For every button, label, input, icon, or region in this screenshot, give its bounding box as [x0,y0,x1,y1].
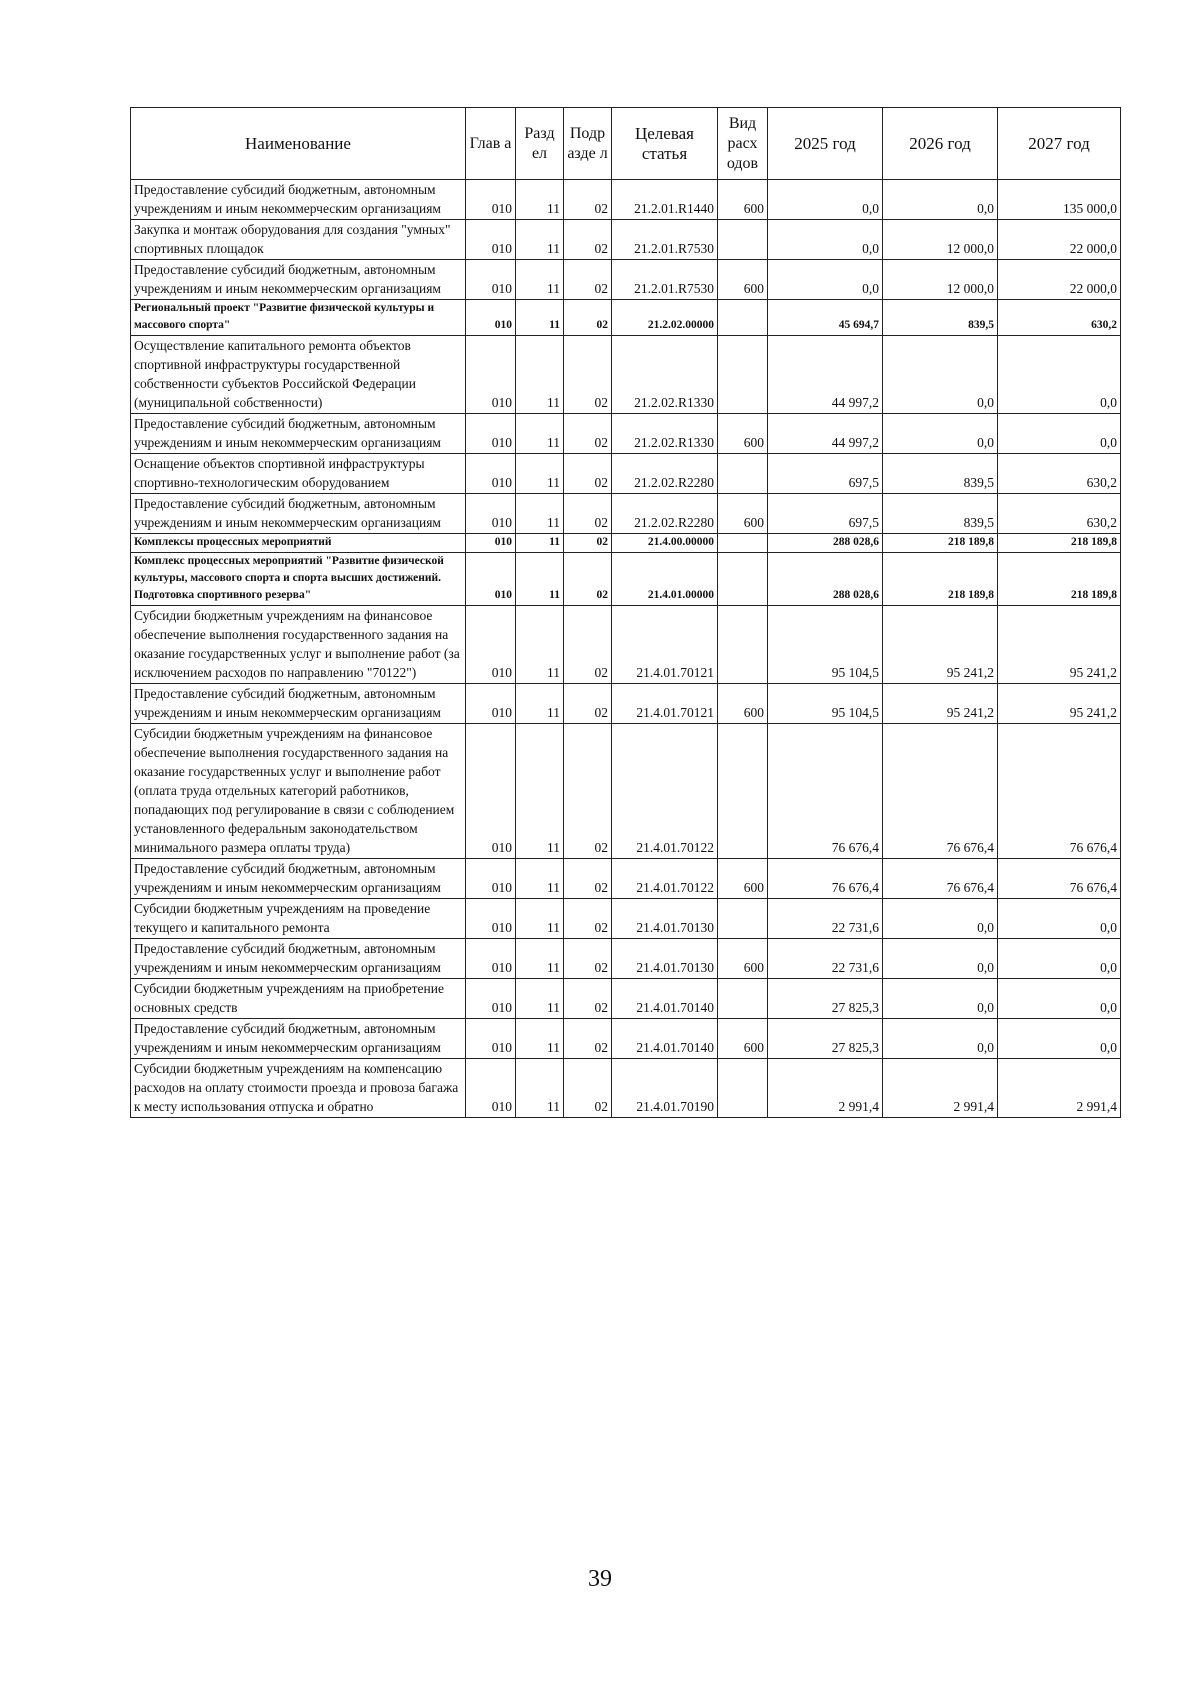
cell-vid [718,979,768,1019]
cell-name: Предоставление субсидий бюджетным, автономным учреждениям и иным некоммерческим организациям [131,939,466,979]
cell-2025: 45 694,7 [768,300,883,336]
cell-glava: 010 [466,300,516,336]
cell-2027: 0,0 [998,336,1121,414]
cell-vid: 600 [718,180,768,220]
cell-2025: 0,0 [768,260,883,300]
cell-razdel: 11 [516,859,564,899]
cell-2025: 44 997,2 [768,336,883,414]
table-row [131,260,1121,300]
header-vid: Вид расх одов [718,108,768,180]
cell-razdel: 11 [516,724,564,859]
table-row [131,859,1121,899]
cell-podrazdel: 02 [564,260,612,300]
cell-statya: 21.4.01.70140 [612,979,718,1019]
cell-podrazdel: 02 [564,1019,612,1059]
cell-2027: 0,0 [998,899,1121,939]
cell-2025: 76 676,4 [768,724,883,859]
cell-razdel: 11 [516,1019,564,1059]
cell-glava: 010 [466,1059,516,1118]
cell-glava: 010 [466,684,516,724]
cell-vid [718,724,768,859]
cell-2027: 630,2 [998,300,1121,336]
cell-podrazdel: 02 [564,553,612,606]
cell-vid: 600 [718,414,768,454]
cell-razdel: 11 [516,336,564,414]
table-row [131,979,1121,1019]
cell-vid [718,553,768,606]
cell-2027: 0,0 [998,414,1121,454]
cell-vid [718,1059,768,1118]
cell-2025: 95 104,5 [768,606,883,684]
cell-2025: 697,5 [768,454,883,494]
header-podrazdel: Подр азде л [564,108,612,180]
cell-statya: 21.2.02.00000 [612,300,718,336]
cell-2026: 95 241,2 [883,606,998,684]
cell-2025: 95 104,5 [768,684,883,724]
cell-2027: 0,0 [998,939,1121,979]
cell-2025: 76 676,4 [768,859,883,899]
table-row [131,220,1121,260]
cell-name: Оснащение объектов спортивной инфраструктуры спортивно-технологическим оборудованием [131,454,466,494]
cell-glava: 010 [466,336,516,414]
cell-podrazdel: 02 [564,899,612,939]
cell-name: Предоставление субсидий бюджетным, автономным учреждениям и иным некоммерческим организациям [131,180,466,220]
cell-statya: 21.2.02.R2280 [612,494,718,534]
cell-podrazdel: 02 [564,939,612,979]
cell-razdel: 11 [516,684,564,724]
cell-name: Субсидии бюджетным учреждениям на приобретение основных средств [131,979,466,1019]
cell-vid: 600 [718,260,768,300]
cell-glava: 010 [466,859,516,899]
cell-vid [718,220,768,260]
header-name: Наименование [131,108,466,180]
cell-name: Региональный проект "Развитие физической культуры и массового спорта" [131,300,466,336]
table-row [131,899,1121,939]
cell-statya: 21.2.02.R2280 [612,454,718,494]
cell-razdel: 11 [516,494,564,534]
cell-2025: 2 991,4 [768,1059,883,1118]
cell-podrazdel: 02 [564,684,612,724]
table-row [131,180,1121,220]
cell-name: Закупка и монтаж оборудования для создания "умных" спортивных площадок [131,220,466,260]
cell-2027: 135 000,0 [998,180,1121,220]
cell-glava: 010 [466,606,516,684]
cell-glava: 010 [466,414,516,454]
cell-name: Предоставление субсидий бюджетным, автономным учреждениям и иным некоммерческим организациям [131,684,466,724]
cell-name: Предоставление субсидий бюджетным, автономным учреждениям и иным некоммерческим организациям [131,1019,466,1059]
table-row [131,414,1121,454]
cell-podrazdel: 02 [564,1059,612,1118]
cell-2025: 288 028,6 [768,553,883,606]
cell-razdel: 11 [516,1059,564,1118]
cell-2025: 288 028,6 [768,534,883,553]
cell-2025: 0,0 [768,220,883,260]
cell-2026: 218 189,8 [883,534,998,553]
table-row [131,336,1121,414]
cell-statya: 21.2.02.R1330 [612,414,718,454]
cell-glava: 010 [466,724,516,859]
cell-2026: 0,0 [883,414,998,454]
table-body [131,180,1121,1118]
cell-glava: 010 [466,939,516,979]
cell-vid: 600 [718,939,768,979]
cell-2027: 630,2 [998,454,1121,494]
cell-2026: 839,5 [883,300,998,336]
cell-name: Субсидии бюджетным учреждениям на проведение текущего и капитального ремонта [131,899,466,939]
cell-statya: 21.4.01.70130 [612,899,718,939]
cell-2027: 2 991,4 [998,1059,1121,1118]
header-statya: Целевая статья [612,108,718,180]
cell-statya: 21.4.01.70121 [612,684,718,724]
cell-statya: 21.2.01.R7530 [612,220,718,260]
budget-table [130,107,1121,1118]
table-row [131,1019,1121,1059]
table-row [131,300,1121,336]
cell-name: Комплексы процессных мероприятий [131,534,466,553]
cell-glava: 010 [466,180,516,220]
cell-name: Предоставление субсидий бюджетным, автономным учреждениям и иным некоммерческим организациям [131,494,466,534]
cell-razdel: 11 [516,260,564,300]
cell-2026: 12 000,0 [883,220,998,260]
table-row [131,684,1121,724]
table-row [131,553,1121,606]
cell-2025: 22 731,6 [768,899,883,939]
cell-2026: 76 676,4 [883,724,998,859]
table-row [131,494,1121,534]
cell-glava: 010 [466,260,516,300]
cell-podrazdel: 02 [564,180,612,220]
cell-2026: 218 189,8 [883,553,998,606]
page-number: 39 [588,1566,612,1592]
cell-glava: 010 [466,220,516,260]
cell-2026: 2 991,4 [883,1059,998,1118]
cell-podrazdel: 02 [564,724,612,859]
cell-vid [718,336,768,414]
cell-name: Предоставление субсидий бюджетным, автономным учреждениям и иным некоммерческим организациям [131,260,466,300]
cell-razdel: 11 [516,606,564,684]
cell-name: Предоставление субсидий бюджетным, автономным учреждениям и иным некоммерческим организациям [131,859,466,899]
table-row [131,724,1121,859]
cell-2026: 0,0 [883,1019,998,1059]
cell-vid [718,454,768,494]
cell-statya: 21.4.01.70121 [612,606,718,684]
cell-podrazdel: 02 [564,534,612,553]
cell-glava: 010 [466,979,516,1019]
cell-2027: 22 000,0 [998,260,1121,300]
cell-vid: 600 [718,494,768,534]
cell-2026: 0,0 [883,899,998,939]
cell-podrazdel: 02 [564,979,612,1019]
cell-2026: 12 000,0 [883,260,998,300]
cell-name: Осуществление капитального ремонта объектов спортивной инфраструктуры государственной собственности субъектов Российской Федерации (муниципальной собственности) [131,336,466,414]
cell-2026: 0,0 [883,180,998,220]
cell-2025: 22 731,6 [768,939,883,979]
cell-2026: 839,5 [883,494,998,534]
cell-2027: 630,2 [998,494,1121,534]
cell-vid [718,899,768,939]
cell-podrazdel: 02 [564,336,612,414]
cell-glava: 010 [466,553,516,606]
cell-razdel: 11 [516,300,564,336]
header-2027: 2027 год [998,108,1121,180]
cell-glava: 010 [466,454,516,494]
cell-statya: 21.4.01.70122 [612,859,718,899]
cell-razdel: 11 [516,899,564,939]
cell-2025: 27 825,3 [768,1019,883,1059]
table-row [131,939,1121,979]
cell-podrazdel: 02 [564,454,612,494]
cell-glava: 010 [466,494,516,534]
cell-2026: 0,0 [883,939,998,979]
cell-name: Комплекс процессных мероприятий "Развитие физической культуры, массового спорта и спорта высших достижений. Подготовка спортивного резерва" [131,553,466,606]
table-row [131,606,1121,684]
cell-vid: 600 [718,1019,768,1059]
cell-vid [718,534,768,553]
cell-podrazdel: 02 [564,220,612,260]
cell-glava: 010 [466,1019,516,1059]
cell-2027: 0,0 [998,1019,1121,1059]
cell-2027: 76 676,4 [998,724,1121,859]
table-row [131,1059,1121,1118]
cell-name: Предоставление субсидий бюджетным, автономным учреждениям и иным некоммерческим организациям [131,414,466,454]
cell-2027: 76 676,4 [998,859,1121,899]
table-row [131,534,1121,553]
cell-podrazdel: 02 [564,300,612,336]
cell-2026: 76 676,4 [883,859,998,899]
cell-razdel: 11 [516,180,564,220]
cell-name: Субсидии бюджетным учреждениям на компенсацию расходов на оплату стоимости проезда и провоза багажа к месту использования отпуска и обратно [131,1059,466,1118]
cell-name: Субсидии бюджетным учреждениям на финансовое обеспечение выполнения государственного задания на оказание государственных услуг и выполнение работ (оплата труда отдельных категорий работников, попадающих под регулирование в связи с соблюдением установленного федеральным законодательством минимального размера оплаты труда) [131,724,466,859]
header-2026: 2026 год [883,108,998,180]
header-razdel: Разд ел [516,108,564,180]
cell-name: Субсидии бюджетным учреждениям на финансовое обеспечение выполнения государственного задания на оказание государственных услуг и выполнение работ (за исключением расходов по направлению "70122") [131,606,466,684]
cell-razdel: 11 [516,414,564,454]
cell-2025: 0,0 [768,180,883,220]
cell-2026: 839,5 [883,454,998,494]
cell-razdel: 11 [516,534,564,553]
cell-2027: 218 189,8 [998,553,1121,606]
cell-statya: 21.4.01.70140 [612,1019,718,1059]
cell-vid: 600 [718,684,768,724]
cell-2025: 697,5 [768,494,883,534]
cell-vid: 600 [718,859,768,899]
cell-podrazdel: 02 [564,859,612,899]
cell-razdel: 11 [516,220,564,260]
cell-2027: 95 241,2 [998,684,1121,724]
cell-razdel: 11 [516,979,564,1019]
cell-2027: 218 189,8 [998,534,1121,553]
cell-statya: 21.4.01.70130 [612,939,718,979]
cell-glava: 010 [466,899,516,939]
cell-razdel: 11 [516,939,564,979]
cell-statya: 21.4.00.00000 [612,534,718,553]
cell-statya: 21.4.01.70122 [612,724,718,859]
header-row [131,108,1121,180]
cell-2027: 95 241,2 [998,606,1121,684]
cell-razdel: 11 [516,553,564,606]
cell-podrazdel: 02 [564,414,612,454]
cell-vid [718,606,768,684]
cell-glava: 010 [466,534,516,553]
cell-razdel: 11 [516,454,564,494]
header-glava: Глав а [466,108,516,180]
cell-2026: 95 241,2 [883,684,998,724]
cell-vid [718,300,768,336]
cell-2027: 22 000,0 [998,220,1121,260]
cell-2026: 0,0 [883,979,998,1019]
cell-statya: 21.2.02.R1330 [612,336,718,414]
cell-podrazdel: 02 [564,494,612,534]
cell-statya: 21.4.01.70190 [612,1059,718,1118]
table-row [131,454,1121,494]
cell-statya: 21.2.01.R1440 [612,180,718,220]
cell-2025: 27 825,3 [768,979,883,1019]
cell-statya: 21.2.01.R7530 [612,260,718,300]
cell-podrazdel: 02 [564,606,612,684]
cell-statya: 21.4.01.00000 [612,553,718,606]
header-2025: 2025 год [768,108,883,180]
cell-2026: 0,0 [883,336,998,414]
cell-2027: 0,0 [998,979,1121,1019]
cell-2025: 44 997,2 [768,414,883,454]
